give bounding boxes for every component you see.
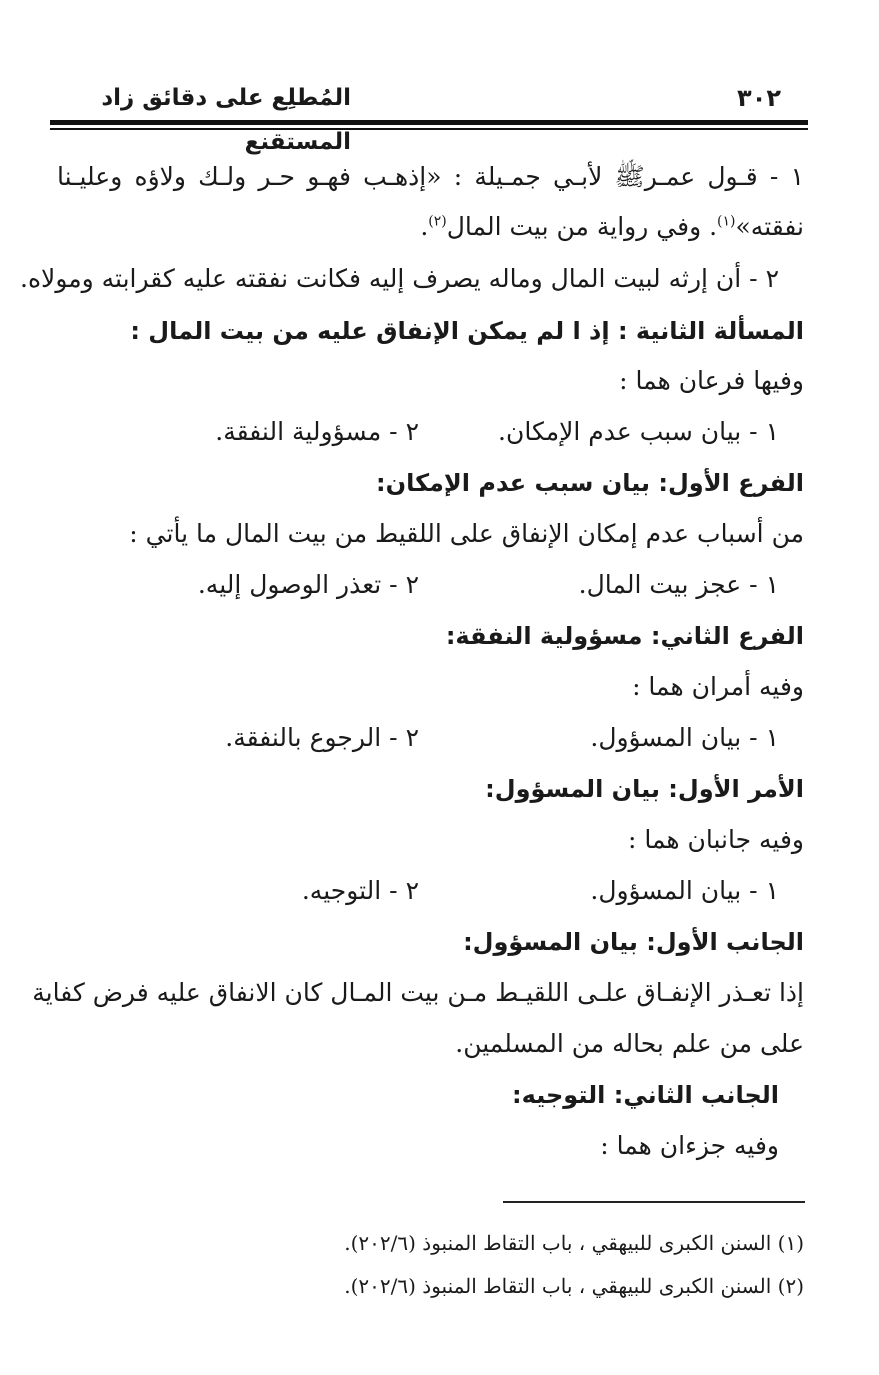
paragraph-line-2: [420, 205, 804, 249]
header-rule-thick: [50, 120, 808, 125]
paragraph-line-obligation: إذا تعـذر الإنفـاق علـى اللقيـط مـن بيت المـال كان الانفاق عليه فرض كفاية: [32, 978, 804, 1007]
page-number: ٣٠٢: [737, 84, 781, 112]
list-item-1: ١ - بيان المسؤول.: [590, 723, 779, 752]
intro-line-matters: وفيه أمران هما :: [632, 672, 804, 701]
subheading-aspect-1: الجانب الأول: بيان المسؤول:: [463, 928, 804, 956]
subheading-matter-1: الأمر الأول: بيان المسؤول:: [485, 775, 804, 803]
paragraph-line-3: ٢ - أن إرثه لبيت المال وماله يصرف إليه فكانت نفقته عليه كقرابته ومولاه.: [20, 264, 779, 293]
quote-end-text: نفقته»: [735, 212, 804, 241]
list-item-2: ٢ - الرجوع بالنفقة.: [225, 723, 419, 752]
section-heading-issue-2: المسألة الثانية : إذ ا لم يمكن الإنفاق عليه من بيت المال :: [130, 317, 804, 345]
list-item-2: ٢ - تعذر الوصول إليه.: [197, 570, 419, 599]
quote-tail-text: . وفي رواية من بيت المال: [446, 212, 718, 241]
intro-line-parts: وفيه جزءان هما :: [600, 1131, 779, 1160]
paragraph-line-1: ١ - قـول عمـرﷺ لأبـي جمـيلة : «إذهـب فهـو حـر ولـك ولاؤه وعليـنا: [57, 162, 804, 191]
header-rule-thin: [50, 128, 808, 130]
list-item-1: ١ - عجز بيت المال.: [578, 570, 779, 599]
intro-line-reasons: من أسباب عدم إمكان الإنفاق على اللقيط من بيت المال ما يأتي :: [129, 519, 804, 548]
running-title: المُطلِع على دقائق زاد المستقنع: [101, 85, 351, 155]
footnote-1: (١) السنن الكبرى للبيهقي ، باب التقاط المنبوذ (٢٠٢/٦).: [344, 1231, 804, 1255]
list-item-2: ٢ - التوجيه.: [301, 876, 419, 905]
footnote-separator: [503, 1201, 805, 1203]
line-end-mark: .: [420, 212, 429, 241]
paragraph-line-obligation-end: على من علم بحاله من المسلمين.: [455, 1029, 804, 1058]
footnote-2: (٢) السنن الكبرى للبيهقي ، باب التقاط المنبوذ (٢٠٢/٦).: [344, 1274, 804, 1298]
intro-line-aspects: وفيه جانبان هما :: [627, 825, 804, 854]
intro-line-branches: وفيها فرعان هما :: [619, 366, 804, 395]
footnote-ref-2[interactable]: (٢): [428, 213, 447, 230]
subheading-branch-2: الفرع الثاني: مسؤولية النفقة:: [445, 622, 804, 650]
list-item-1: ١ - بيان المسؤول.: [590, 876, 779, 905]
subheading-aspect-2: الجانب الثاني: التوجيه:: [512, 1081, 779, 1109]
list-item-1: ١ - بيان سبب عدم الإمكان.: [498, 417, 779, 446]
footnote-ref-1[interactable]: (١): [717, 213, 736, 230]
subheading-branch-1: الفرع الأول: بيان سبب عدم الإمكان:: [375, 469, 804, 497]
list-item-2: ٢ - مسؤولية النفقة.: [215, 417, 419, 446]
